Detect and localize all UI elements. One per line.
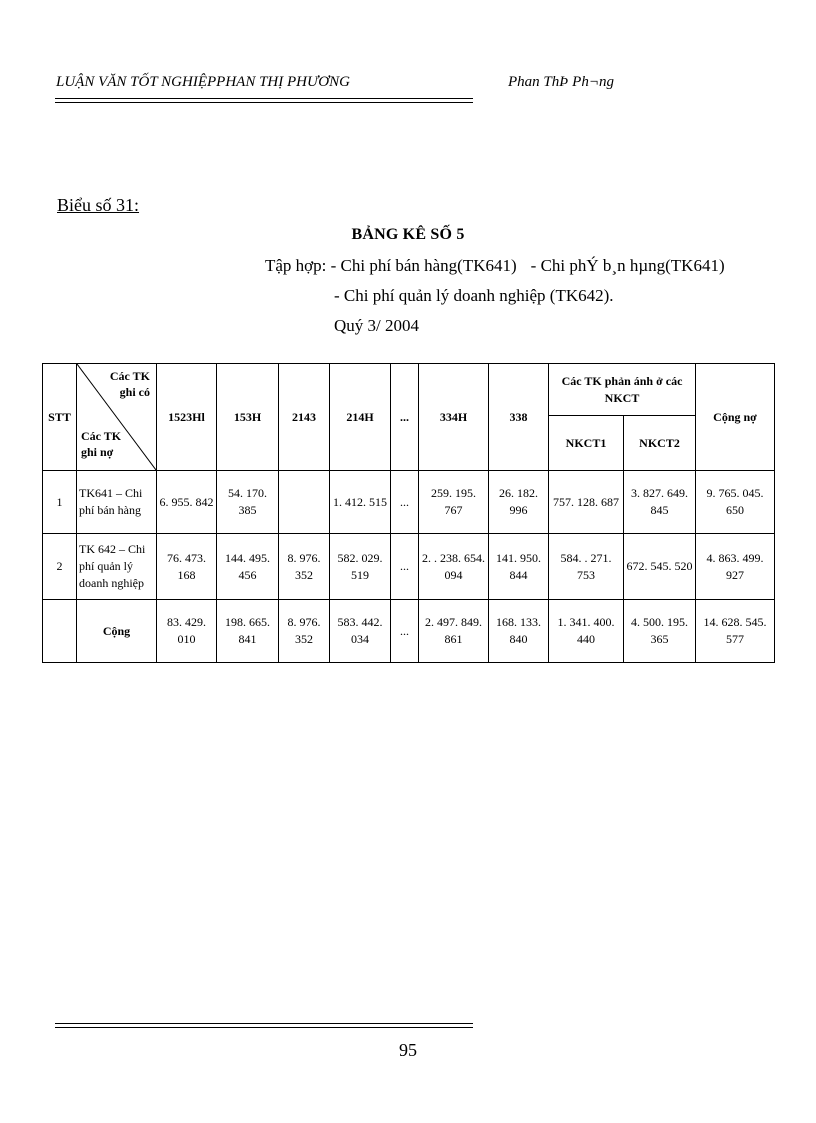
- cell-ellipsis: ...: [391, 471, 419, 534]
- cell-account: TK641 – Chi phí bán hàng: [77, 471, 157, 534]
- cell-214: 583. 442. 034: [330, 600, 391, 663]
- running-header-author: Phan ThÞ Ph¬ng: [508, 74, 614, 90]
- header-group-nkct: Các TK phản ánh ở các NKCT: [549, 364, 696, 416]
- table-row: [43, 471, 775, 534]
- header-col-ellipsis: ...: [391, 364, 419, 471]
- cell-nkct2: 672. 545. 520: [624, 534, 696, 600]
- footer-rule-2: [55, 1027, 473, 1028]
- diag-bottom-label: [81, 428, 121, 460]
- header-col-214: 214H: [330, 364, 391, 471]
- header-rule-1: [55, 98, 473, 99]
- header-col-2143: 2143: [279, 364, 330, 471]
- cell-nkct2: 3. 827. 649. 845: [624, 471, 696, 534]
- page-number: 95: [399, 1040, 417, 1060]
- header-total: Cộng nợ: [696, 364, 775, 471]
- cell-total: 9. 765. 045. 650: [696, 471, 775, 534]
- cell-338: 26. 182. 996: [489, 471, 549, 534]
- subtitle-line-2: - Chi phí quản lý doanh nghiệp (TK642).: [334, 286, 614, 305]
- cell-nkct1: 757. 128. 687: [549, 471, 624, 534]
- header-col-153: 153H: [217, 364, 279, 471]
- cell-153: 198. 665. 841: [217, 600, 279, 663]
- diag-bot-1: Các TK: [81, 429, 122, 443]
- header-col-1523: 1523Hl: [157, 364, 217, 471]
- header-col-334: 334H: [419, 364, 489, 471]
- diag-top-label: [110, 368, 150, 400]
- cell-total: 4. 863. 499. 927: [696, 534, 775, 600]
- cell-1523: 6. 955. 842: [157, 471, 217, 534]
- diag-top-2: ghi có: [119, 385, 150, 399]
- cell-214: 582. 029. 519: [330, 534, 391, 600]
- cell-334: 259. 195. 767: [419, 471, 489, 534]
- cell-153: 54. 170. 385: [217, 471, 279, 534]
- cell-account: Cộng: [77, 600, 157, 663]
- cell-338: 141. 950. 844: [489, 534, 549, 600]
- header-diagonal-cell: [77, 364, 157, 471]
- cell-nkct1: 584. . 271. 753: [549, 534, 624, 600]
- figure-label: Biểu số 31:: [57, 195, 140, 215]
- cell-account: TK 642 – Chi phí quản lý doanh nghiệp: [77, 534, 157, 600]
- cell-153: 144. 495. 456: [217, 534, 279, 600]
- header-col-338: 338: [489, 364, 549, 471]
- subtitle-prefix: Tập hợp: - Chi phí bán hàng(TK641): [265, 256, 517, 275]
- cell-ellipsis: ...: [391, 600, 419, 663]
- cell-stt: [43, 600, 77, 663]
- cell-334: 2. . 238. 654. 094: [419, 534, 489, 600]
- summary-table: [42, 363, 775, 663]
- cell-214: 1. 412. 515: [330, 471, 391, 534]
- period: Quý 3/ 2004: [334, 316, 419, 335]
- cell-2143: [279, 471, 330, 534]
- cell-1523: 76. 473. 168: [157, 534, 217, 600]
- cell-total: 14. 628. 545. 577: [696, 600, 775, 663]
- running-header-title: LUẬN VĂN TỐT NGHIỆPPHAN THỊ PHƯƠNG: [56, 74, 350, 90]
- cell-nkct1: 1. 341. 400. 440: [549, 600, 624, 663]
- cell-338: 168. 133. 840: [489, 600, 549, 663]
- table-row: [43, 534, 775, 600]
- footer-rule-1: [55, 1023, 473, 1024]
- diag-top-1: Các TK: [109, 369, 150, 383]
- cell-2143: 8. 976. 352: [279, 600, 330, 663]
- cell-334: 2. 497. 849. 861: [419, 600, 489, 663]
- cell-nkct2: 4. 500. 195. 365: [624, 600, 696, 663]
- cell-ellipsis: ...: [391, 534, 419, 600]
- cell-1523: 83. 429. 010: [157, 600, 217, 663]
- diag-bot-2: ghi nợ: [81, 445, 114, 459]
- header-rule-2: [55, 102, 473, 103]
- subtitle-part-2: - Chi phÝ b¸n hµng(TK641): [530, 256, 725, 275]
- table-row-total: [43, 600, 775, 663]
- cell-stt: 1: [43, 471, 77, 534]
- header-stt: STT: [43, 364, 77, 471]
- cell-stt: 2: [43, 534, 77, 600]
- document-title: BẢNG KÊ SỐ 5: [351, 226, 465, 243]
- header-nkct1: NKCT1: [549, 416, 624, 471]
- subtitle-line-1: [265, 256, 725, 276]
- header-nkct2: NKCT2: [624, 416, 696, 471]
- cell-2143: 8. 976. 352: [279, 534, 330, 600]
